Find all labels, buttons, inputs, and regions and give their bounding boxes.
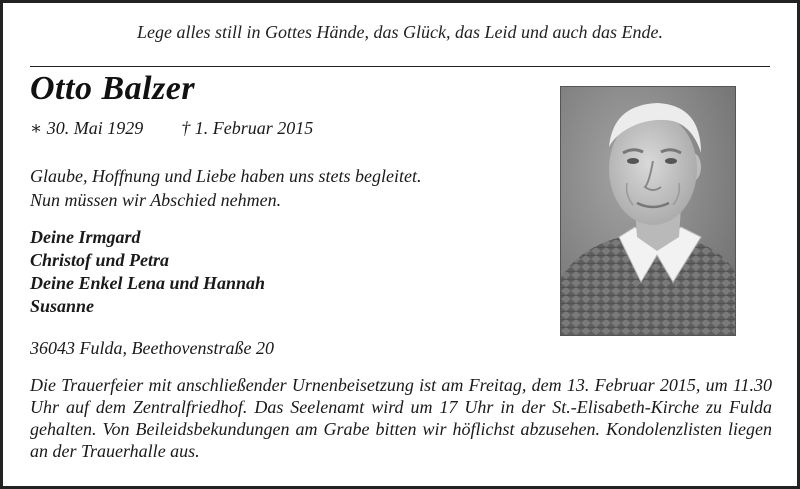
mourners-list [30,226,265,318]
mourner: Deine Enkel Lena und Hannah [30,273,266,293]
frame-border-left [0,0,3,489]
family-address: 36043 Fulda, Beethovenstraße 20 [30,338,274,358]
farewell-verse: Glaube, Hoffnung und Liebe haben uns stets begleitet. Nun müssen wir Abschied nehmen. [30,166,422,210]
portrait-illustration [561,87,735,335]
death-date: † 1. Februar 2015 [181,118,314,138]
divider-line [30,66,770,67]
mourner: Christof und Petra [30,250,170,270]
frame-border-top [0,0,800,3]
funeral-information: Die Trauerfeier mit anschließender Urnenbeisetzung ist am Freitag, dem 13. Februar 2015, um 11.30 Uhr auf dem Zentralfriedhof. Das Seelenamt wird um 17 Uhr in der St.-Elisabeth-Kirche zu Fulda gehalten. Von Beileidsbekundungen am Grabe bitten wir höflichst abzusehen. Kondolenzlisten liegen an der Trauerhalle aus. [30,375,772,461]
mourner: Deine Irmgard [30,227,141,247]
life-dates [30,118,313,139]
birth-date: ∗ 30. Mai 1929 [30,118,144,138]
mourner: Susanne [30,296,95,316]
portrait-photo [560,86,736,336]
deceased-name: Otto Balzer [30,70,196,107]
motto-text: Lege alles still in Gottes Hände, das Glück, das Leid und auch das Ende. [137,22,663,42]
